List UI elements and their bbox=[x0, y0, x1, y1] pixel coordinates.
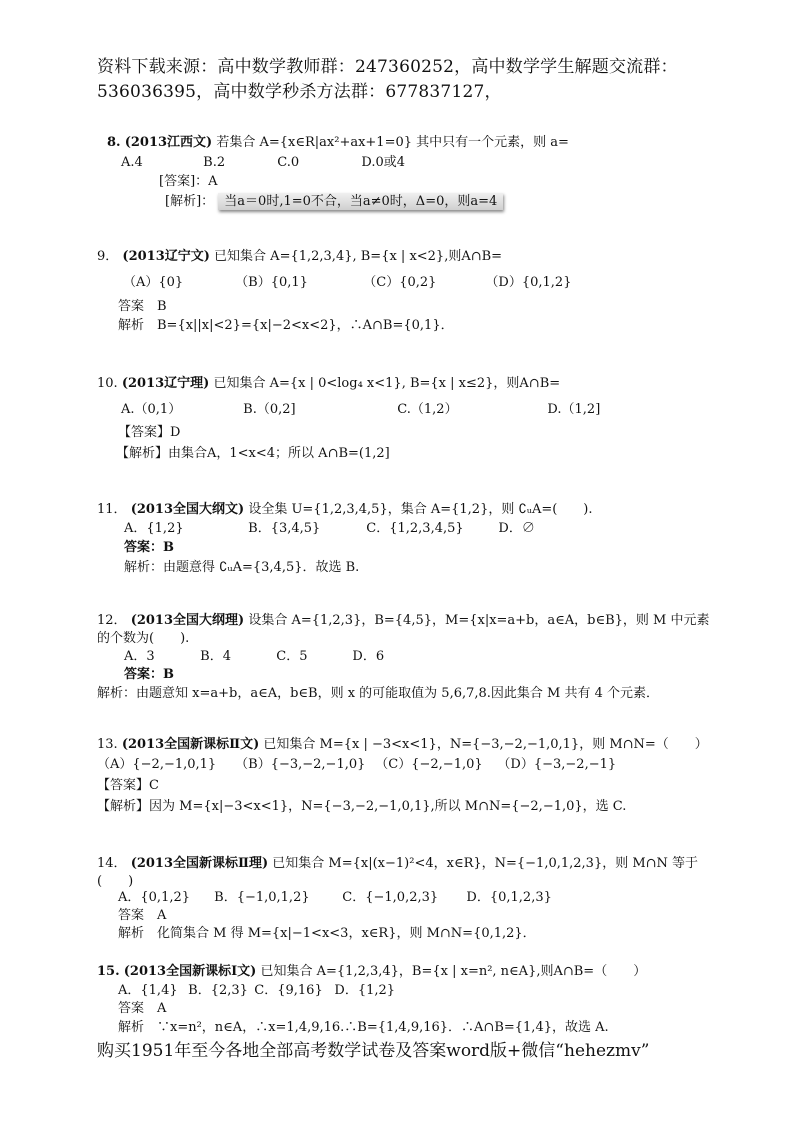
option-d: （D）{−3,−2,−1} bbox=[497, 757, 617, 772]
question-13-answer: 【答案】C bbox=[97, 778, 159, 793]
question-13-analysis: 【解析】因为 M={x|−3<x<1}，N={−3,−2,−1,0,1},所以 M∩N={−2,−1,0}，选 C. bbox=[97, 799, 627, 814]
question-13-stem bbox=[97, 733, 708, 752]
header-line-2: 536036395，高中数学秒杀方法群：677837127， bbox=[97, 82, 502, 102]
question-10-answer: 【答案】D bbox=[118, 425, 181, 440]
question-number: 8. bbox=[107, 135, 121, 150]
question-source: (2013全国新课标Ⅰ文) bbox=[123, 964, 257, 979]
option-b: B．4 bbox=[200, 649, 231, 664]
option-c: C．{9,16} bbox=[254, 983, 323, 998]
question-9-options bbox=[123, 271, 571, 290]
option-c: C.（1,2） bbox=[397, 402, 458, 417]
question-14-options bbox=[118, 886, 552, 905]
question-14-answer: 答案 A bbox=[118, 908, 167, 923]
option-b: B．{2,3} bbox=[188, 983, 248, 998]
option-c: C．5 bbox=[276, 649, 308, 664]
question-number: 10. bbox=[97, 376, 118, 391]
question-15-answer: 答案 A bbox=[118, 1001, 167, 1016]
question-14-stem-cont: ( ) bbox=[97, 874, 134, 889]
question-13-options bbox=[97, 753, 616, 772]
question-9-analysis: 解析 B={x||x|<2}={x|−2<x<2}，∴A∩B={0,1}． bbox=[118, 318, 454, 333]
question-number: 12． bbox=[97, 613, 127, 628]
question-source: (2013全国新课标Ⅱ理) bbox=[130, 856, 269, 871]
question-source: (2013江西文) bbox=[124, 135, 213, 150]
option-d: D．{1,2} bbox=[334, 983, 396, 998]
option-b: B．{3,4,5} bbox=[248, 521, 321, 536]
question-14-analysis: 解析 化简集合 M 得 M={x|−1<x<3，x∈R}，则 M∩N={0,1,2}． bbox=[118, 926, 536, 941]
option-a: A．{1,4} bbox=[118, 983, 178, 998]
question-15-stem bbox=[97, 960, 646, 979]
question-15-options bbox=[118, 979, 395, 998]
option-b: B．{−1,0,1,2} bbox=[214, 890, 310, 905]
question-text: 已知集合 A={1,2,3,4}，B={x | x=n², n∈A},则A∩B=（ ） bbox=[260, 964, 647, 979]
question-12-answer: 答案：B bbox=[124, 667, 174, 682]
question-text: 设全集 U={1,2,3,4,5}，集合 A={1,2}，则 ∁ᵤA=( ). bbox=[248, 502, 593, 517]
question-text: 若集合 A={x∈R|ax²+ax+1=0} 其中只有一个元素，则 a= bbox=[216, 135, 569, 150]
option-d: D.0或4 bbox=[361, 155, 406, 170]
option-a: A．{1,2} bbox=[124, 521, 184, 536]
question-12-stem bbox=[97, 609, 710, 628]
option-d: D.（1,2] bbox=[547, 402, 601, 417]
question-text: 已知集合 M={x | −3<x<1}，N={−3,−2,−1,0,1}，则 M∩N=（ ） bbox=[263, 737, 708, 752]
question-text: 已知集合 M={x|(x−1)²<4，x∈R}，N={−1,0,1,2,3}，则 M∩N 等于 bbox=[272, 856, 699, 871]
question-text: 已知集合 A={x | 0<log₄ x<1}, B={x | x≤2}，则A∩B= bbox=[213, 376, 561, 391]
question-11-analysis: 解析：由题意得 ∁ᵤA={3,4,5}．故选 B. bbox=[124, 560, 360, 575]
option-a: A.4 bbox=[121, 155, 143, 170]
analysis-label: [解析]： bbox=[165, 194, 215, 209]
option-b: （B）{−3,−2,−1,0} bbox=[235, 757, 366, 772]
option-c: C．{1,2,3,4,5} bbox=[366, 521, 464, 536]
question-8-stem bbox=[107, 131, 569, 150]
option-a: （A）{0} bbox=[123, 275, 184, 290]
option-d: D．6 bbox=[352, 649, 385, 664]
question-10-analysis: 【解析】由集合A，1<x<4；所以 A∩B=(1,2] bbox=[116, 446, 390, 461]
footer-promo: 购买1951年至今各地全部高考数学试卷及答案word版+微信“hehezmv” bbox=[97, 1041, 650, 1061]
question-8-answer: [答案]：A bbox=[159, 174, 218, 189]
question-number: 9． bbox=[97, 249, 119, 264]
question-9-answer: 答案 B bbox=[118, 299, 167, 314]
option-d: （D）{0,1,2} bbox=[485, 275, 572, 290]
question-source: (2013全国大纲理) bbox=[130, 613, 245, 628]
question-number: 15. bbox=[97, 964, 120, 979]
option-c: C.0 bbox=[277, 155, 300, 170]
option-b: （B）{0,1} bbox=[235, 275, 308, 290]
question-text: 已知集合 A={1,2,3,4}, B={x | x<2},则A∩B= bbox=[214, 249, 503, 264]
question-source: (2013辽宁理) bbox=[121, 376, 210, 391]
option-c: （C）{0,2} bbox=[363, 275, 437, 290]
option-d: D．∅ bbox=[498, 521, 535, 536]
question-source: (2013全国大纲文) bbox=[130, 502, 245, 517]
option-b: B.（0,2] bbox=[243, 402, 296, 417]
question-number: 11． bbox=[97, 502, 127, 517]
option-c: （C）{−2,−1,0} bbox=[375, 757, 483, 772]
question-10-stem bbox=[97, 372, 560, 391]
option-a: （A）{−2,−1,0,1} bbox=[97, 757, 217, 772]
option-a: A．3 bbox=[124, 649, 155, 664]
option-d: D．{0,1,2,3} bbox=[466, 890, 552, 905]
question-10-options bbox=[121, 398, 600, 417]
header-line-1: 资料下载来源：高中数学教师群：247360252，高中数学学生解题交流群： bbox=[97, 57, 678, 77]
question-text: 设集合 A={1,2,3}，B={4,5}，M={x|x=a+b，a∈A，b∈B}，则 M 中元素 bbox=[248, 613, 710, 628]
question-11-answer: 答案：B bbox=[124, 540, 174, 555]
question-8-options bbox=[121, 151, 405, 170]
option-c: C．{−1,0,2,3} bbox=[342, 890, 439, 905]
question-12-analysis: 解析：由题意知 x=a+b，a∈A，b∈B，则 x 的可能取值为 5,6,7,8.因此集合 M 共有 4 个元素． bbox=[97, 686, 660, 701]
option-a: A．{0,1,2} bbox=[118, 890, 191, 905]
option-a: A.（0,1） bbox=[121, 402, 182, 417]
question-12-options bbox=[124, 645, 384, 664]
question-8-analysis bbox=[165, 190, 503, 209]
question-11-options bbox=[124, 517, 535, 536]
question-15-analysis: 解析 ∵x=n²，n∈A，∴x=1,4,9,16.∴B={1,4,9,16}．∴A∩B={1,4}，故选 A. bbox=[118, 1020, 609, 1035]
analysis-formula: 当a＝0时,1=0不合，当a≠0时，Δ=0，则a=4 bbox=[218, 193, 503, 210]
question-9-stem bbox=[97, 245, 502, 264]
question-14-stem bbox=[97, 852, 698, 871]
option-b: B.2 bbox=[203, 155, 226, 170]
question-12-stem-cont: 的个数为( ). bbox=[97, 631, 190, 646]
question-number: 13. bbox=[97, 737, 118, 752]
question-11-stem bbox=[97, 498, 593, 517]
question-source: (2013全国新课标Ⅱ文) bbox=[121, 737, 260, 752]
question-number: 14． bbox=[97, 856, 127, 871]
question-source: (2013辽宁文) bbox=[122, 249, 210, 264]
